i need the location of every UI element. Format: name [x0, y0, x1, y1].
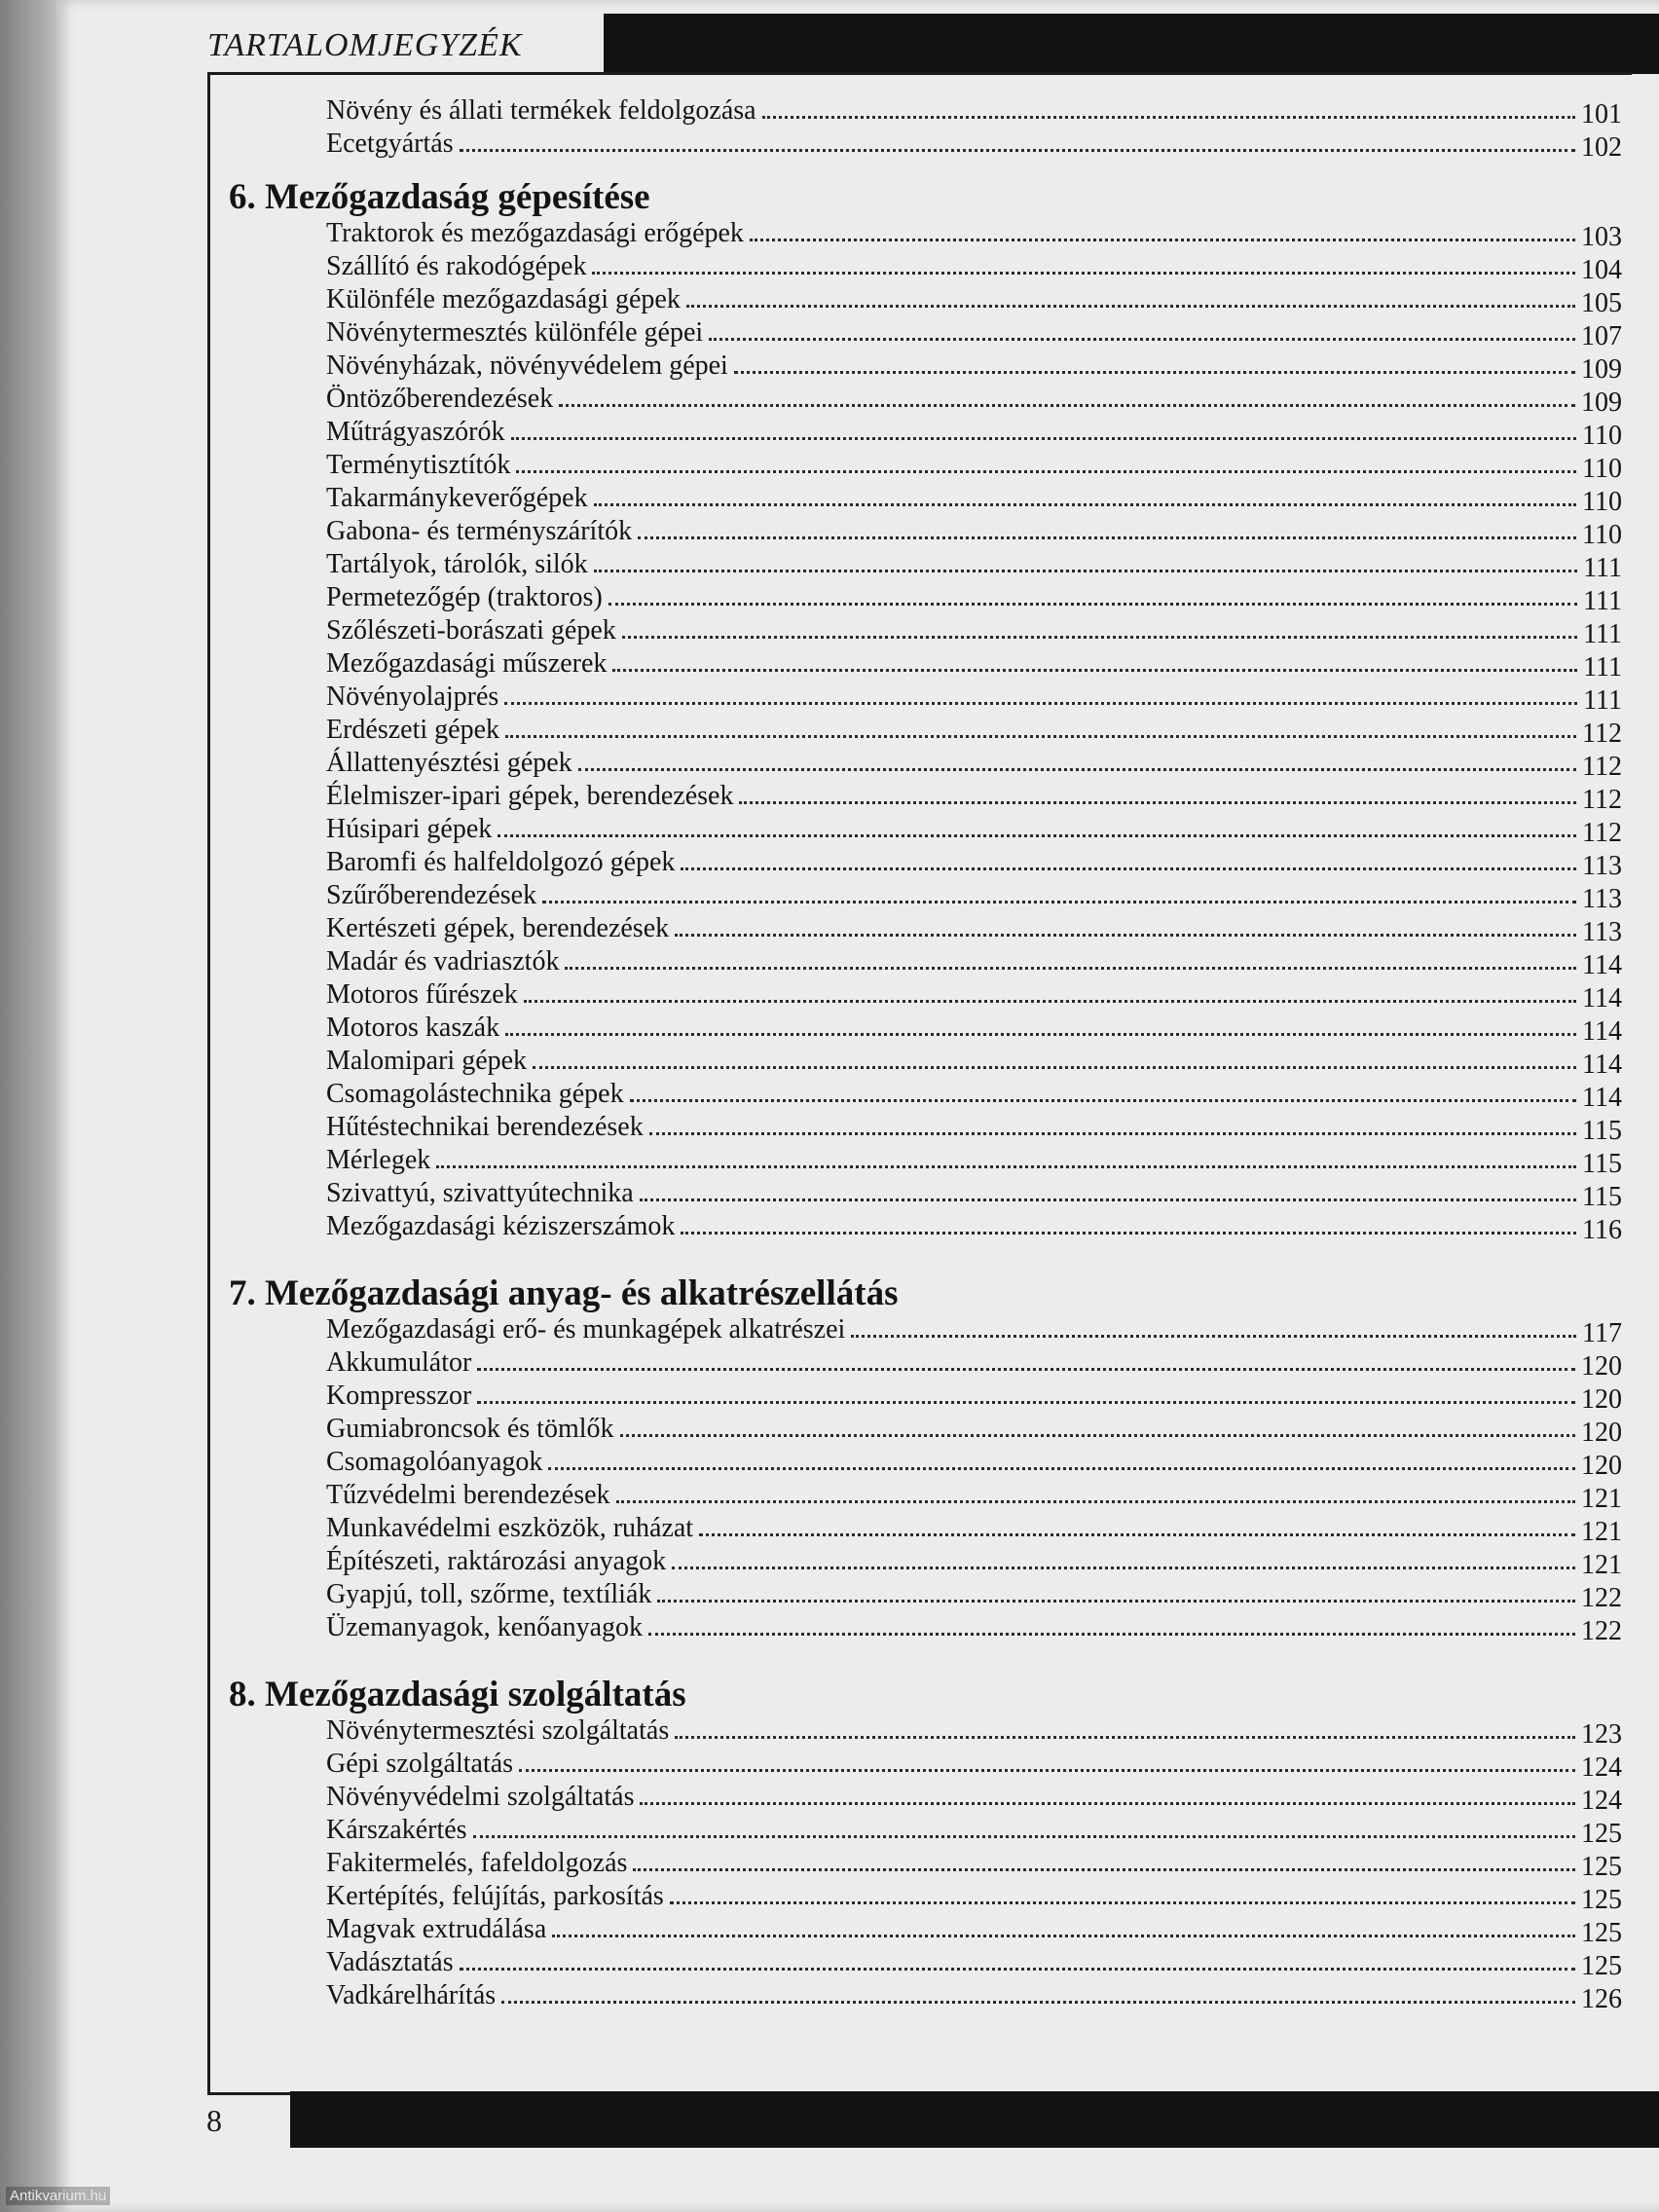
- toc-entry-page: 111: [1583, 586, 1622, 616]
- toc-entry: [326, 1815, 1626, 1848]
- toc-entry-title: Kertépítés, felújítás, parkosítás: [326, 1881, 664, 1911]
- toc-entry-title: Üzemanyagok, kenőanyagok: [326, 1612, 643, 1642]
- dot-leader: [630, 1099, 1576, 1102]
- toc-entry-page: 111: [1583, 553, 1622, 583]
- toc-entry-title: Csomagolóanyagok: [326, 1447, 543, 1477]
- toc-entry: [326, 615, 1626, 648]
- section-heading: 6. Mezőgazdaság gépesítése: [229, 177, 650, 217]
- toc-entry-page: 105: [1581, 288, 1622, 318]
- toc-entry-page: 121: [1581, 1550, 1622, 1580]
- header-bar: [604, 14, 1659, 74]
- toc-entry: [326, 1546, 1626, 1579]
- dot-leader: [519, 1769, 1575, 1772]
- toc-entry: [326, 129, 1626, 162]
- dot-leader: [681, 1232, 1576, 1235]
- toc-entry: [326, 1178, 1626, 1211]
- toc-entry-page: 102: [1581, 132, 1622, 163]
- toc-entry: [326, 880, 1626, 913]
- dot-leader: [552, 1935, 1575, 1937]
- toc-entry-title: Munkavédelmi eszközök, ruházat: [326, 1513, 694, 1543]
- dot-leader: [559, 404, 1575, 407]
- toc-entry-title: Különféle mezőgazdasági gépek: [326, 284, 681, 314]
- dot-leader: [640, 1198, 1576, 1201]
- toc-entry: [326, 1715, 1626, 1749]
- dot-leader: [640, 1802, 1575, 1805]
- toc-entry-page: 121: [1581, 1484, 1622, 1514]
- toc-entry: [326, 1079, 1626, 1112]
- toc-entry: [326, 450, 1626, 483]
- page-title: TARTALOMJEGYZÉK: [207, 27, 523, 63]
- dot-leader: [648, 1633, 1575, 1636]
- dot-leader: [638, 536, 1576, 539]
- toc-section: [229, 1266, 1626, 1645]
- toc-entry-title: Szállító és rakodógépek: [326, 251, 587, 281]
- toc-entry: [326, 648, 1626, 682]
- toc-entry-title: Kompresszor: [326, 1381, 472, 1411]
- toc-entry: [326, 1046, 1626, 1079]
- dot-leader: [620, 1434, 1575, 1437]
- toc-entry: [326, 1112, 1626, 1145]
- toc-entry-page: 114: [1582, 1083, 1622, 1113]
- dot-leader: [542, 901, 1576, 903]
- toc-entry-title: Élelmiszer-ipari gépek, berendezések: [326, 781, 734, 811]
- toc-entry-title: Baromfi és halfeldolgozó gépek: [326, 847, 676, 877]
- toc-entry-page: 114: [1582, 1016, 1622, 1047]
- watermark: Antikvarium.hu: [6, 2187, 110, 2205]
- toc-entry: [326, 1145, 1626, 1178]
- toc-entry-page: 109: [1581, 354, 1622, 385]
- dot-leader: [750, 239, 1575, 241]
- toc-entry-page: 101: [1581, 99, 1622, 129]
- toc-entry: [326, 1013, 1626, 1046]
- toc-entry-page: 107: [1581, 321, 1622, 351]
- toc-entry-title: Növényolajprés: [326, 682, 499, 712]
- toc-entry-title: Madár és vadriasztók: [326, 946, 560, 977]
- toc-entry-title: Takarmánykeverőgépek: [326, 483, 588, 513]
- dot-leader: [498, 834, 1576, 837]
- footer-bar: [290, 2091, 1659, 2148]
- toc-entry-title: Erdészeti gépek: [326, 715, 500, 745]
- dot-leader: [511, 437, 1577, 440]
- toc-entry-title: Vadkárelhárítás: [326, 1980, 497, 2010]
- toc-entry-page: 124: [1581, 1786, 1622, 1816]
- toc-entry-page: 112: [1582, 785, 1622, 815]
- toc-entry: [326, 1612, 1626, 1645]
- toc-entry-title: Kertészeti gépek, berendezések: [326, 913, 670, 943]
- toc-entry-title: Csomagolástechnika gépek: [326, 1079, 624, 1109]
- dot-leader: [670, 1901, 1575, 1904]
- dot-leader: [762, 116, 1575, 119]
- dot-leader: [460, 1968, 1575, 1971]
- toc-entry: [326, 384, 1626, 417]
- toc-entry-title: Mezőgazdasági műszerek: [326, 648, 608, 679]
- dot-leader: [739, 801, 1576, 804]
- dot-leader: [675, 1736, 1575, 1739]
- toc-entry: [326, 549, 1626, 582]
- toc-entry-page: 115: [1582, 1116, 1622, 1146]
- toc-entry-page: 123: [1581, 1719, 1622, 1750]
- section-heading: 7. Mezőgazdasági anyag- és alkatrészellátás: [229, 1273, 899, 1313]
- toc-entry: [326, 317, 1626, 350]
- dot-leader: [436, 1165, 1576, 1168]
- toc-entry: [326, 516, 1626, 549]
- dot-leader: [505, 1033, 1576, 1036]
- intro-entries: [229, 95, 1626, 162]
- toc-entry-title: Gabona- és terményszárítók: [326, 516, 633, 546]
- toc-entry: [326, 979, 1626, 1013]
- toc-entry-title: Növény és állati termékek feldolgozása: [326, 95, 756, 126]
- toc-entry: [326, 715, 1626, 748]
- toc-entry: [326, 251, 1626, 284]
- dot-leader: [734, 371, 1575, 374]
- dot-leader: [477, 1368, 1575, 1371]
- dot-leader: [612, 669, 1577, 672]
- toc-entry: [326, 95, 1626, 129]
- dot-leader: [548, 1467, 1575, 1470]
- toc-entry: [326, 1211, 1626, 1244]
- dot-leader: [633, 1868, 1575, 1871]
- toc-entry-title: Kárszakértés: [326, 1815, 467, 1845]
- toc-entry-title: Magvak extrudálása: [326, 1914, 547, 1944]
- dot-leader: [592, 272, 1575, 275]
- toc-entry: [326, 417, 1626, 450]
- toc-entry-title: Akkumulátor: [326, 1347, 472, 1378]
- toc-entry: [326, 913, 1626, 946]
- toc-entry-title: Hűtéstechnikai berendezések: [326, 1112, 644, 1142]
- toc-entry: [326, 1381, 1626, 1414]
- toc-entry: [326, 1749, 1626, 1782]
- dot-leader: [709, 338, 1575, 341]
- dot-leader: [473, 1835, 1575, 1838]
- toc-entry-page: 125: [1581, 1885, 1622, 1915]
- toc-entry-title: Növénytermesztés különféle gépei: [326, 317, 704, 348]
- toc-entry-page: 124: [1581, 1752, 1622, 1783]
- toc-entry-page: 115: [1582, 1149, 1622, 1179]
- dot-leader: [565, 967, 1576, 970]
- dot-leader: [622, 636, 1577, 639]
- dot-leader: [672, 1567, 1575, 1569]
- toc-entry: [326, 1579, 1626, 1612]
- toc-entry-page: 111: [1583, 685, 1622, 716]
- toc-entry-page: 114: [1582, 983, 1622, 1014]
- toc-entry-page: 111: [1583, 652, 1622, 682]
- toc-entry-page: 125: [1581, 1819, 1622, 1849]
- toc-entry-title: Mezőgazdasági erő- és munkagépek alkatrészei: [326, 1314, 846, 1345]
- toc-entry: [326, 1347, 1626, 1381]
- toc-section: [229, 1667, 1626, 2013]
- dot-leader: [533, 1066, 1576, 1069]
- toc-entry: [326, 1914, 1626, 1947]
- toc-entry-title: Ecetgyártás: [326, 129, 454, 159]
- dot-leader: [501, 2001, 1575, 2004]
- toc-entry-title: Traktorok és mezőgazdasági erőgépek: [326, 218, 744, 248]
- toc-entry: [326, 1314, 1626, 1347]
- toc-entry-page: 110: [1582, 421, 1622, 451]
- toc-entry-page: 114: [1582, 950, 1622, 980]
- dot-leader: [657, 1600, 1575, 1603]
- toc-entry-title: Gépi szolgáltatás: [326, 1749, 514, 1779]
- dot-leader: [524, 1000, 1576, 1003]
- toc-entry: [326, 1480, 1626, 1513]
- dot-leader: [686, 305, 1575, 308]
- toc-entry-title: Gumiabroncsok és tömlők: [326, 1414, 614, 1444]
- toc-entry-page: 122: [1581, 1616, 1622, 1646]
- dot-leader: [851, 1335, 1576, 1338]
- toc-entry-title: Terménytisztítók: [326, 450, 511, 480]
- toc-section: [229, 169, 1626, 1244]
- toc-entry-page: 126: [1581, 1984, 1622, 2014]
- toc-entry-title: Szőlészeti-borászati gépek: [326, 615, 616, 645]
- toc-entry: [326, 781, 1626, 814]
- toc-entry-page: 120: [1581, 1451, 1622, 1481]
- toc-entry-title: Mérlegek: [326, 1145, 431, 1175]
- toc-entry-page: 125: [1581, 1852, 1622, 1882]
- dot-leader: [675, 934, 1576, 937]
- table-of-contents: [229, 95, 1626, 2013]
- toc-entry-page: 112: [1582, 818, 1622, 848]
- toc-entry-page: 125: [1581, 1918, 1622, 1948]
- toc-entry: [326, 350, 1626, 384]
- toc-entry-page: 120: [1581, 1418, 1622, 1448]
- toc-entry-page: 104: [1581, 255, 1622, 285]
- toc-entry-title: Tartályok, tárolók, silók: [326, 549, 588, 579]
- toc-entry-title: Mezőgazdasági kéziszerszámok: [326, 1211, 676, 1241]
- toc-entry-title: Műtrágyaszórók: [326, 417, 505, 447]
- toc-entry-page: 112: [1582, 719, 1622, 749]
- toc-entry: [326, 748, 1626, 781]
- dot-leader: [460, 149, 1575, 152]
- toc-entry: [326, 1947, 1626, 1980]
- toc-entry-title: Építészeti, raktározási anyagok: [326, 1546, 667, 1576]
- toc-entry-title: Öntözőberendezések: [326, 384, 554, 414]
- toc-entry: [326, 814, 1626, 847]
- toc-entry-page: 120: [1581, 1384, 1622, 1415]
- toc-entry: [326, 1881, 1626, 1914]
- toc-entry: [326, 1414, 1626, 1447]
- toc-entry-title: Szivattyú, szivattyútechnika: [326, 1178, 634, 1208]
- toc-entry: [326, 847, 1626, 880]
- dot-leader: [699, 1533, 1575, 1536]
- toc-entry: [326, 284, 1626, 317]
- toc-entry-title: Motoros kaszák: [326, 1013, 500, 1043]
- toc-entry-page: 120: [1581, 1351, 1622, 1382]
- dot-leader: [608, 603, 1577, 606]
- dot-leader: [516, 470, 1576, 473]
- dot-leader: [477, 1401, 1575, 1404]
- toc-entry-page: 112: [1582, 752, 1622, 782]
- toc-entry-title: Állattenyésztési gépek: [326, 748, 572, 778]
- toc-entry-title: Gyapjú, toll, szőrme, textíliák: [326, 1579, 652, 1609]
- toc-entry: [326, 218, 1626, 251]
- toc-entry: [326, 946, 1626, 979]
- toc-entry-page: 110: [1582, 487, 1622, 517]
- toc-entry-title: Növénytermesztési szolgáltatás: [326, 1715, 670, 1746]
- toc-entry-title: Növényházak, növényvédelem gépei: [326, 350, 728, 381]
- dot-leader: [594, 503, 1576, 506]
- toc-entry-page: 103: [1581, 222, 1622, 252]
- toc-entry-page: 115: [1582, 1182, 1622, 1212]
- dot-leader: [594, 570, 1577, 572]
- toc-entry-title: Növényvédelmi szolgáltatás: [326, 1782, 635, 1812]
- toc-entry: [326, 1848, 1626, 1881]
- dot-leader: [504, 702, 1577, 705]
- toc-entry-page: 125: [1581, 1951, 1622, 1981]
- toc-entry-page: 113: [1582, 884, 1622, 914]
- toc-entry-title: Permetezőgép (traktoros): [326, 582, 603, 612]
- dot-leader: [616, 1500, 1575, 1503]
- toc-entry-title: Tűzvédelmi berendezések: [326, 1480, 610, 1510]
- toc-entry: [326, 1447, 1626, 1480]
- toc-entry-page: 114: [1582, 1050, 1622, 1080]
- toc-entry-title: Fakitermelés, fafeldolgozás: [326, 1848, 628, 1878]
- toc-entry: [326, 582, 1626, 615]
- page-number: 8: [206, 2103, 222, 2138]
- toc-entry-page: 113: [1582, 917, 1622, 947]
- dot-leader: [505, 735, 1576, 738]
- toc-entry-page: 122: [1581, 1583, 1622, 1613]
- toc-entry: [326, 1513, 1626, 1546]
- toc-entry: [326, 1980, 1626, 2013]
- toc-entry-page: 109: [1581, 387, 1622, 418]
- toc-entry-page: 110: [1582, 520, 1622, 550]
- toc-entry-title: Malomipari gépek: [326, 1046, 528, 1076]
- section-heading: 8. Mezőgazdasági szolgáltatás: [229, 1675, 686, 1714]
- toc-entry: [326, 1782, 1626, 1815]
- dot-leader: [649, 1132, 1576, 1135]
- toc-entry-page: 116: [1582, 1215, 1622, 1245]
- toc-entry-page: 111: [1583, 619, 1622, 649]
- toc-entry-page: 117: [1582, 1318, 1622, 1348]
- toc-entry-title: Vadásztatás: [326, 1947, 454, 1977]
- toc-entry-title: Húsipari gépek: [326, 814, 493, 844]
- toc-entry: [326, 483, 1626, 516]
- toc-entry-title: Szűrőberendezések: [326, 880, 537, 910]
- toc-entry-title: Motoros fűrészek: [326, 979, 518, 1010]
- toc-entry-page: 110: [1582, 454, 1622, 484]
- toc-sections: [229, 169, 1626, 2013]
- dot-leader: [578, 768, 1576, 771]
- dot-leader: [681, 867, 1576, 870]
- toc-entry-page: 121: [1581, 1517, 1622, 1547]
- toc-entry: [326, 682, 1626, 715]
- toc-entry-page: 113: [1582, 851, 1622, 881]
